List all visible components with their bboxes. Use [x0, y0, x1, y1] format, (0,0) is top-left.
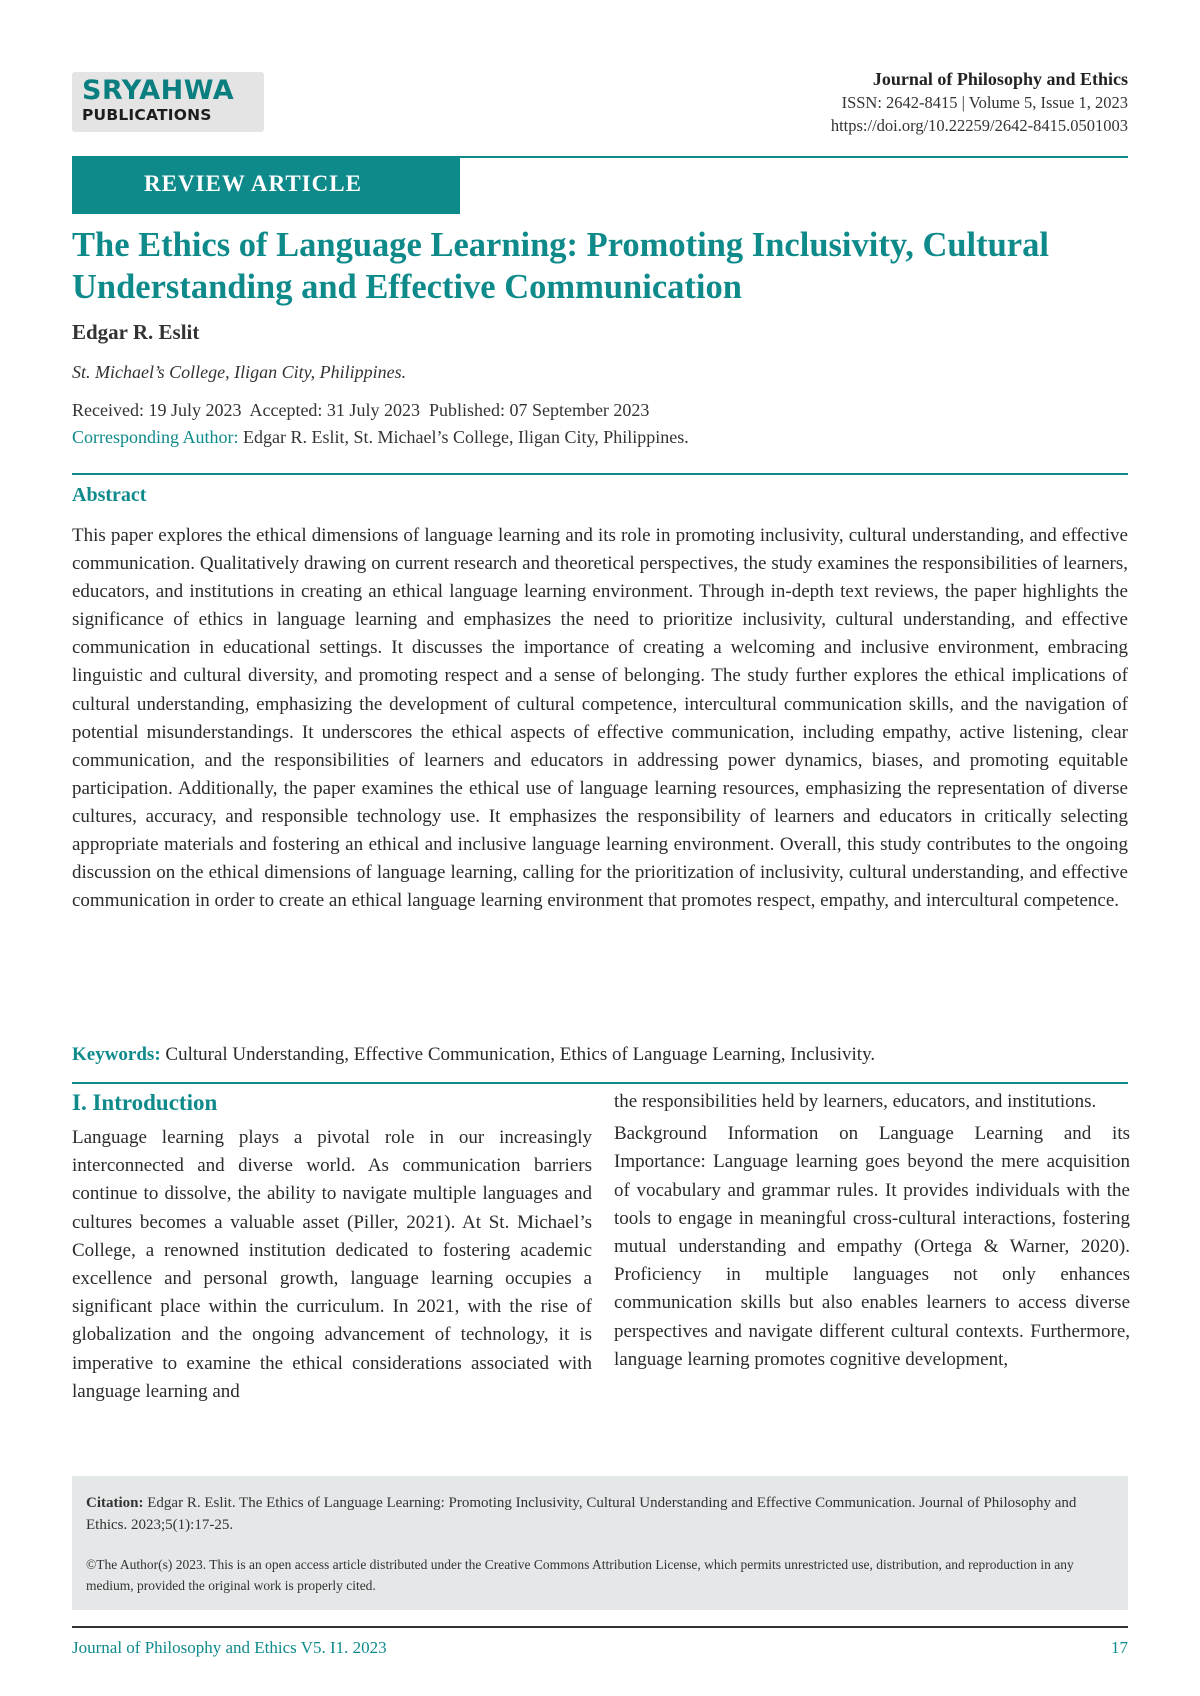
- footer-journal-issue: Journal of Philosophy and Ethics V5. I1. 2023: [72, 1638, 387, 1657]
- introduction-right-column: [614, 1088, 1130, 1374]
- keywords-text: Cultural Understanding, Effective Communication, Ethics of Language Learning, Inclusivity.: [160, 1044, 876, 1065]
- publication-dates: Received: 19 July 2023 Accepted: 31 July 2023 Published: 07 September 2023: [72, 400, 650, 420]
- doi-link[interactable]: https://doi.org/10.22259/2642-8415.0501003: [830, 116, 1128, 135]
- paragraph: the responsibilities held by learners, educators, and institutions.: [614, 1091, 1097, 1112]
- corresponding-author-label: Corresponding Author:: [72, 427, 239, 447]
- article-type-label: REVIEW ARTICLE: [144, 171, 362, 196]
- keywords: [72, 1044, 1128, 1066]
- citation-text: Edgar R. Eslit. The Ethics of Language Learning: Promoting Inclusivity, Cultural Understanding and Effective Communication. Journal of Philosophy and Ethics. 2023;5(1):17-25.: [86, 1495, 1077, 1533]
- citation-label: Citation:: [86, 1495, 144, 1511]
- abstract-divider: [72, 473, 1128, 475]
- author-name: Edgar R. Eslit: [72, 320, 200, 344]
- introduction-heading: I. Introduction: [72, 1090, 218, 1115]
- citation: [86, 1492, 1114, 1536]
- corresponding-author: [72, 427, 689, 448]
- citation-box: [72, 1476, 1128, 1610]
- publisher-logo: [72, 72, 264, 132]
- issn-volume: ISSN: 2642-8415 | Volume 5, Issue 1, 2023: [841, 93, 1128, 112]
- keywords-label: Keywords:: [72, 1044, 161, 1065]
- article-type-banner: [72, 157, 460, 214]
- corresponding-author-text: Edgar R. Eslit, St. Michael’s College, Iligan City, Philippines.: [238, 427, 689, 447]
- paragraph: Background Information on Language Learning and its Importance: Language learning goes beyond the mere acquisition of vocabulary and grammar rules. It provides individuals with the tools to engage in meaningful cross-cultural interactions, fostering mutual understanding and empathy (Ortega & Warner, 2020). Proficiency in multiple languages not only enhances communication skills but also enables learners to access diverse perspectives and navigate different cultural contexts. Furthermore, language learning promotes cognitive development,: [614, 1123, 1130, 1370]
- author-affiliation: St. Michael’s College, Iligan City, Philippines.: [72, 362, 407, 382]
- license-notice: ©The Author(s) 2023. This is an open access article distributed under the Creative Commons Attribution License, which permits unrestricted use, distribution, and reproduction in any medium, provided the original work is properly cited.: [86, 1557, 1074, 1593]
- page-number: 17: [1111, 1638, 1128, 1657]
- journal-meta: [831, 68, 1128, 137]
- keywords-divider: [72, 1082, 1128, 1084]
- article-title: The Ethics of Language Learning: Promoting Inclusivity, Cultural Understanding and Effective Communication: [72, 226, 1049, 306]
- abstract-body: This paper explores the ethical dimensions of language learning and its role in promoting inclusivity, cultural understanding, and effective communication. Qualitatively drawing on current research and theoretical perspectives, the study examines the responsibilities of learners, educators, and institutions in creating an ethical language learning environment. Through in-depth text reviews, the paper highlights the significance of ethics in language learning and emphasizes the need to prioritize inclusivity, cultural understanding, and effective communication in educational settings. It discusses the importance of creating a welcoming and inclusive environment, embracing linguistic and cultural diversity, and promoting respect and a sense of belonging. The study further explores the ethical implications of cultural understanding, emphasizing the development of cultural competence, intercultural communication skills, and the navigation of potential misunderstandings. It underscores the ethical aspects of effective communication, including empathy, active listening, clear communication, and the responsibilities of learners and educators in addressing power dynamics, biases, and promoting equitable participation. Additionally, the paper examines the ethical use of language learning resources, emphasizing the representation of diverse cultures, accuracy, and responsible technology use. It emphasizes the responsibility of learners and educators in critically selecting appropriate materials and fostering an ethical and inclusive language learning environment. Overall, this study contributes to the ongoing discussion on the ethical dimensions of language learning, calling for the prioritization of inclusivity, cultural understanding, and effective communication in order to create an ethical language learning environment that promotes respect, empathy, and intercultural competence.: [72, 525, 1128, 912]
- introduction-left-column: Language learning plays a pivotal role in our increasingly interconnected and diverse world. As communication barriers continue to dissolve, the ability to navigate multiple languages and cultures becomes a valuable asset (Piller, 2021). At St. Michael’s College, a renowned institution dedicated to fostering academic excellence and personal growth, language learning occupies a significant place within the curriculum. In 2021, with the rise of globalization and the ongoing advancement of technology, it is imperative to examine the ethical considerations associated with language learning and: [72, 1127, 592, 1402]
- abstract-heading: Abstract: [72, 484, 147, 506]
- logo-wordmark: SRYAHWA: [82, 75, 235, 106]
- footer-divider: [72, 1626, 1128, 1628]
- logo-subtitle: PUBLICATIONS: [82, 106, 212, 124]
- journal-name: Journal of Philosophy and Ethics: [872, 69, 1128, 89]
